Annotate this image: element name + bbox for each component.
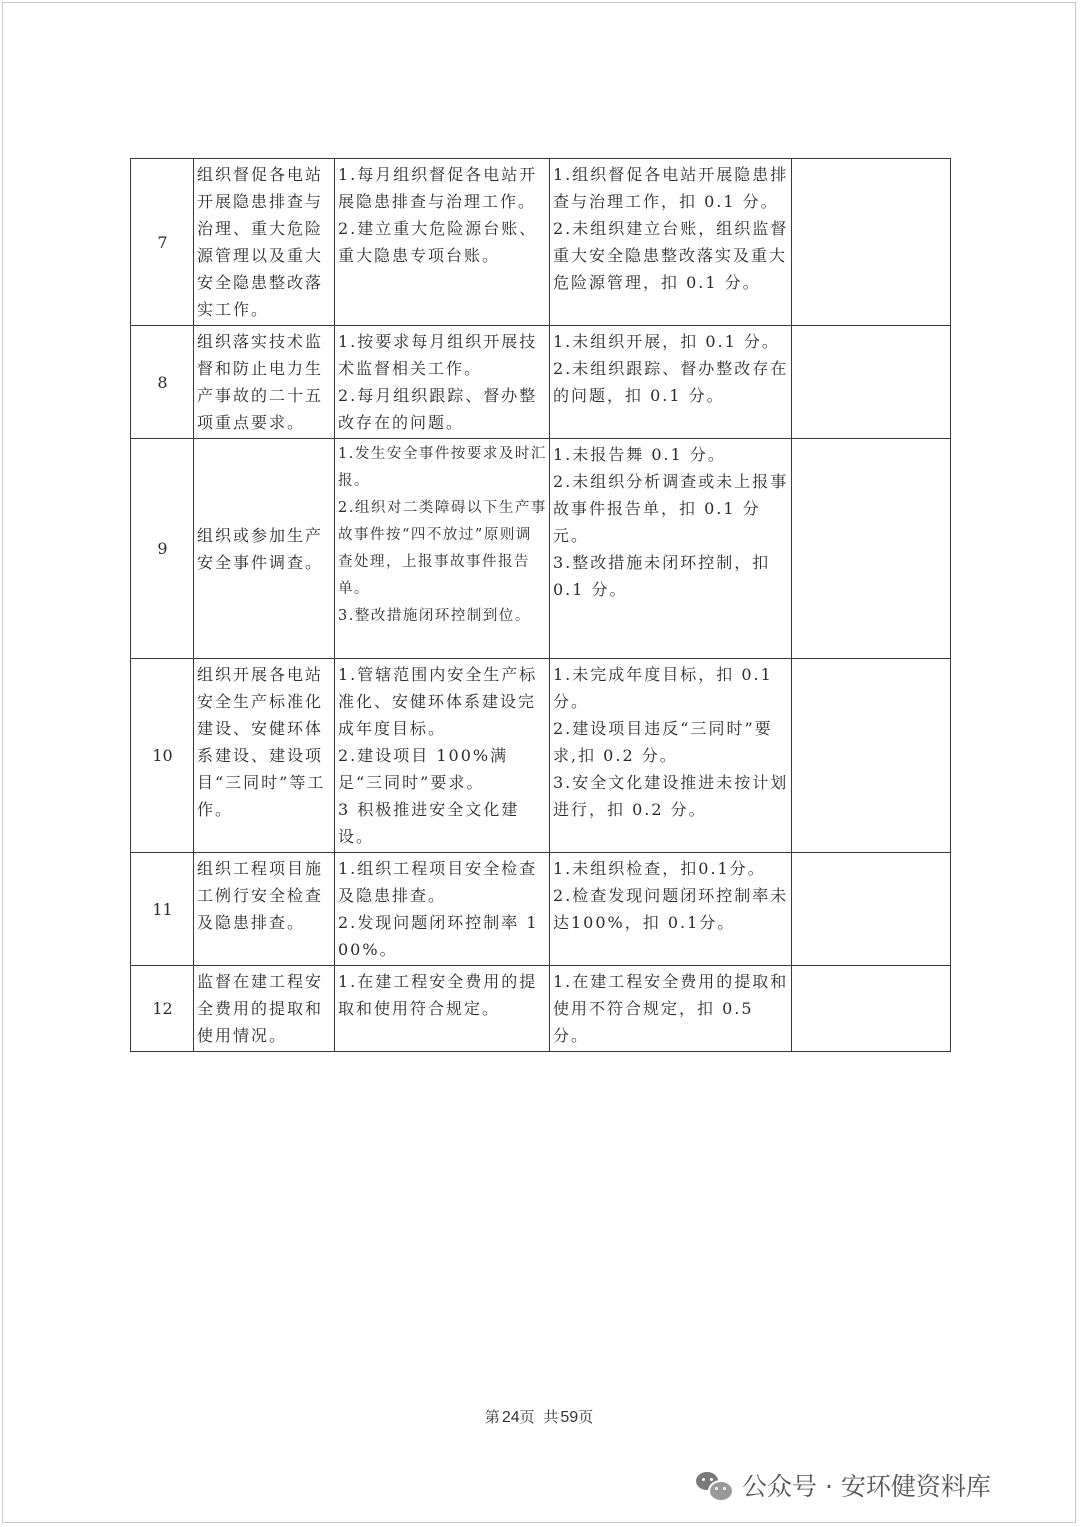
- remark-cell: [792, 853, 951, 966]
- requirement-cell: [335, 326, 550, 439]
- footer-middle: 页 共: [519, 1408, 561, 1426]
- task-text: 组织督促各电站开展隐患排查与治理、重大危险源管理以及重大安全隐患整改落实工作。: [197, 165, 324, 319]
- deduction-cell: [550, 159, 792, 326]
- table-row: [131, 966, 951, 1052]
- deduction-item: 3.整改措施未闭环控制，扣 0.1 分。: [553, 553, 771, 599]
- footer-prefix: 第: [484, 1408, 502, 1426]
- task-text: 监督在建工程安全费用的提取和使用情况。: [197, 972, 324, 1045]
- task-text: 组织或参加生产安全事件调查。: [197, 525, 324, 572]
- deduction-item: 2.未组织分析调查或未上报事故事件报告单，扣 0.1 分元。: [553, 472, 789, 545]
- row-number: 9: [131, 439, 194, 659]
- requirement-item: 1.管辖范围内安全生产标准化、安健环体系建设完成年度目标。: [338, 665, 538, 738]
- requirement-item: 2.建设项目 100%满足“三同时”要求。: [338, 746, 509, 792]
- requirement-item: 1.在建工程安全费用的提取和使用符合规定。: [338, 972, 538, 1018]
- requirement-cell: [335, 439, 550, 659]
- deduction-item: 1.未组织检查，扣0.1分。: [553, 859, 766, 878]
- requirement-item: 2.发现问题闭环控制率 100%。: [338, 913, 539, 959]
- task-cell: [194, 966, 335, 1052]
- remark-cell: [792, 966, 951, 1052]
- task-text: 组织工程项目施工例行安全检查及隐患排查。: [197, 859, 324, 932]
- deduction-item: 2.检查发现问题闭环控制率未达100%，扣 0.1分。: [553, 886, 789, 932]
- requirement-item: 3 积极推进安全文化建设。: [338, 800, 520, 846]
- task-cell: [194, 439, 335, 659]
- wechat-icon: [696, 1470, 732, 1500]
- row-number: 12: [131, 966, 194, 1052]
- deduction-item: 3.安全文化建设推进未按计划进行，扣 0.2 分。: [553, 773, 789, 819]
- task-text: 组织落实技术监督和防止电力生产事故的二十五项重点要求。: [197, 332, 324, 432]
- deduction-item: 1.组织督促各电站开展隐患排查与治理工作，扣 0.1 分。: [553, 165, 789, 211]
- watermark: [696, 1465, 991, 1505]
- remark-cell: [792, 439, 951, 659]
- requirement-item: 1.组织工程项目安全检查及隐患排查。: [338, 859, 538, 905]
- table-row: [131, 159, 951, 326]
- row-number: 10: [131, 659, 194, 853]
- deduction-item: 1.未组织开展，扣 0.1 分。: [553, 332, 780, 351]
- deduction-item: 1.未完成年度目标，扣 0.1 分。: [553, 665, 773, 711]
- task-cell: [194, 659, 335, 853]
- deduction-item: 1.未报告舞 0.1 分。: [553, 445, 726, 464]
- current-page-number: 24: [501, 1409, 520, 1426]
- deduction-cell: [550, 853, 792, 966]
- footer-suffix: 页: [578, 1408, 596, 1426]
- task-cell: [194, 853, 335, 966]
- table-row: [131, 659, 951, 853]
- assessment-table: [130, 158, 951, 1052]
- page-number-footer: [0, 1406, 1080, 1427]
- table-row: [131, 439, 951, 659]
- requirement-item: 1.发生安全事件按要求及时汇报。: [338, 446, 547, 489]
- requirement-item: 1.每月组织督促各电站开展隐患排查与治理工作。: [338, 165, 538, 211]
- deduction-cell: [550, 659, 792, 853]
- deduction-item: 2.未组织跟踪、督办整改存在的问题，扣 0.1 分。: [553, 359, 789, 405]
- requirement-item: 2.组织对二类障碍以下生产事故事件按“四不放过”原则调查处理，上报事故事件报告单。: [338, 500, 547, 597]
- task-cell: [194, 159, 335, 326]
- requirement-cell: [335, 853, 550, 966]
- deduction-cell: [550, 326, 792, 439]
- requirement-item: 2.每月组织跟踪、督办整改存在的问题。: [338, 386, 538, 432]
- requirement-cell: [335, 659, 550, 853]
- requirement-item: 1.按要求每月组织开展技术监督相关工作。: [338, 332, 538, 378]
- requirement-item: 2.建立重大危险源台账、重大隐患专项台账。: [338, 219, 538, 265]
- deduction-item: 1.在建工程安全费用的提取和 使用不符合规定，扣 0.5 分。: [553, 972, 789, 1045]
- row-number: 7: [131, 159, 194, 326]
- deduction-cell: [550, 439, 792, 659]
- deduction-item: 2.未组织建立台账，组织监督重大安全隐患整改落实及重大危险源管理，扣 0.1 分。: [553, 219, 789, 292]
- row-number: 11: [131, 853, 194, 966]
- task-text: 组织开展各电站安全生产标准化建设、安健环体系建设、建设项目“三同时”等工作。: [197, 665, 326, 819]
- table-row: [131, 853, 951, 966]
- requirement-cell: [335, 159, 550, 326]
- remark-cell: [792, 326, 951, 439]
- total-page-number: 59: [560, 1409, 579, 1426]
- task-cell: [194, 326, 335, 439]
- requirement-item: 3.整改措施闭环控制到位。: [338, 608, 531, 624]
- deduction-cell: [550, 966, 792, 1052]
- table-row: [131, 326, 951, 439]
- watermark-text: 公众号 · 安环健资料库: [742, 1472, 991, 1501]
- row-number: 8: [131, 326, 194, 439]
- requirement-cell: [335, 966, 550, 1052]
- remark-cell: [792, 659, 951, 853]
- deduction-item: 2.建设项目违反“三同时”要求,扣 0.2 分。: [553, 719, 773, 765]
- remark-cell: [792, 159, 951, 326]
